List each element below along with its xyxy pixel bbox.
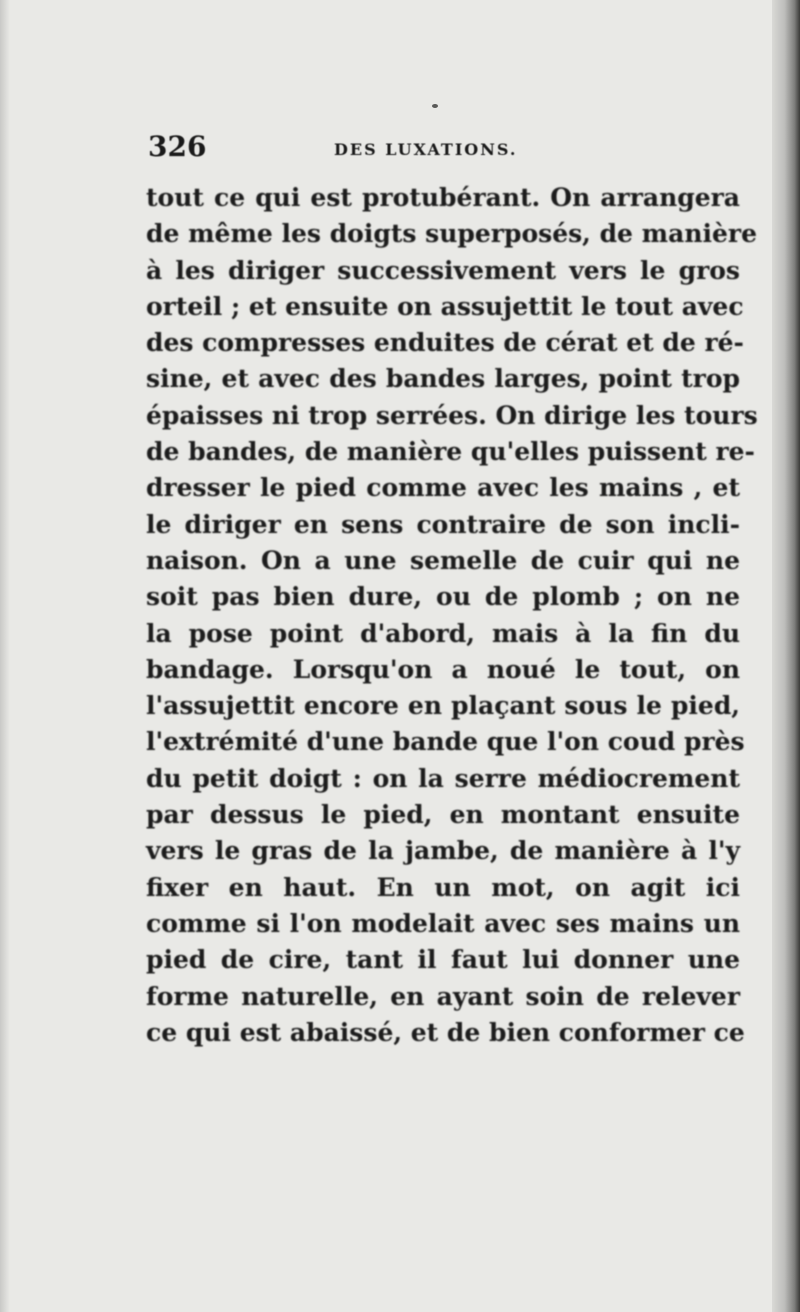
text-line: vers le gras de la jambe, de manière à l'y [146,836,740,866]
text-line: à les diriger successivement vers le gros [146,255,740,285]
page-left-edge [0,0,10,1312]
running-head: DES LUXATIONS. [334,140,518,159]
text-line: sine, et avec des bandes larges, point trop [146,364,740,394]
page-number: 326 [148,130,207,163]
text-line: par dessus le pied, en montant ensuite [146,800,740,830]
body-text [146,180,758,1051]
text-line: épaisses ni trop serrées. On dirige les tours [146,400,758,430]
ink-speck [432,104,438,108]
text-line: soit pas bien dure, ou de plomb ; on ne [146,582,740,612]
page-right-edge-shadow [772,0,800,1312]
text-line: ce qui est abaissé, et de bien conformer ce [146,1017,745,1047]
text-line: le diriger en sens contraire de son incli- [146,509,740,539]
text-line: l'assujettit encore en plaçant sous le pied, [146,691,740,721]
text-line: bandage. Lorsqu'on a noué le tout, on [146,654,740,684]
text-line: l'extrémité d'une bande que l'on coud près [146,727,745,757]
text-line: la pose point d'abord, mais à la fin du [146,618,740,648]
text-line: naison. On a une semelle de cuir qui ne [146,545,740,575]
text-line: orteil ; et ensuite on assujettit le tout avec [146,291,744,321]
page-header [148,128,738,178]
text-line: forme naturelle, en ayant soin de relever [146,981,740,1011]
text-line: des compresses enduites de cérat et de ré- [146,328,744,358]
text-line: pied de cire, tant il faut lui donner une [146,945,740,975]
text-line: de même les doigts superposés, de manière [146,219,757,249]
text-line: de bandes, de manière qu'elles puissent re- [146,437,755,467]
text-line: fixer en haut. En un mot, on agit ici [146,872,740,902]
text-line: dresser le pied comme avec les mains , et [146,473,740,503]
text-line: comme si l'on modelait avec ses mains un [146,908,740,938]
text-line: du petit doigt : on la serre médiocrement [146,763,740,793]
text-line: tout ce qui est protubérant. On arrangera [146,183,740,212]
